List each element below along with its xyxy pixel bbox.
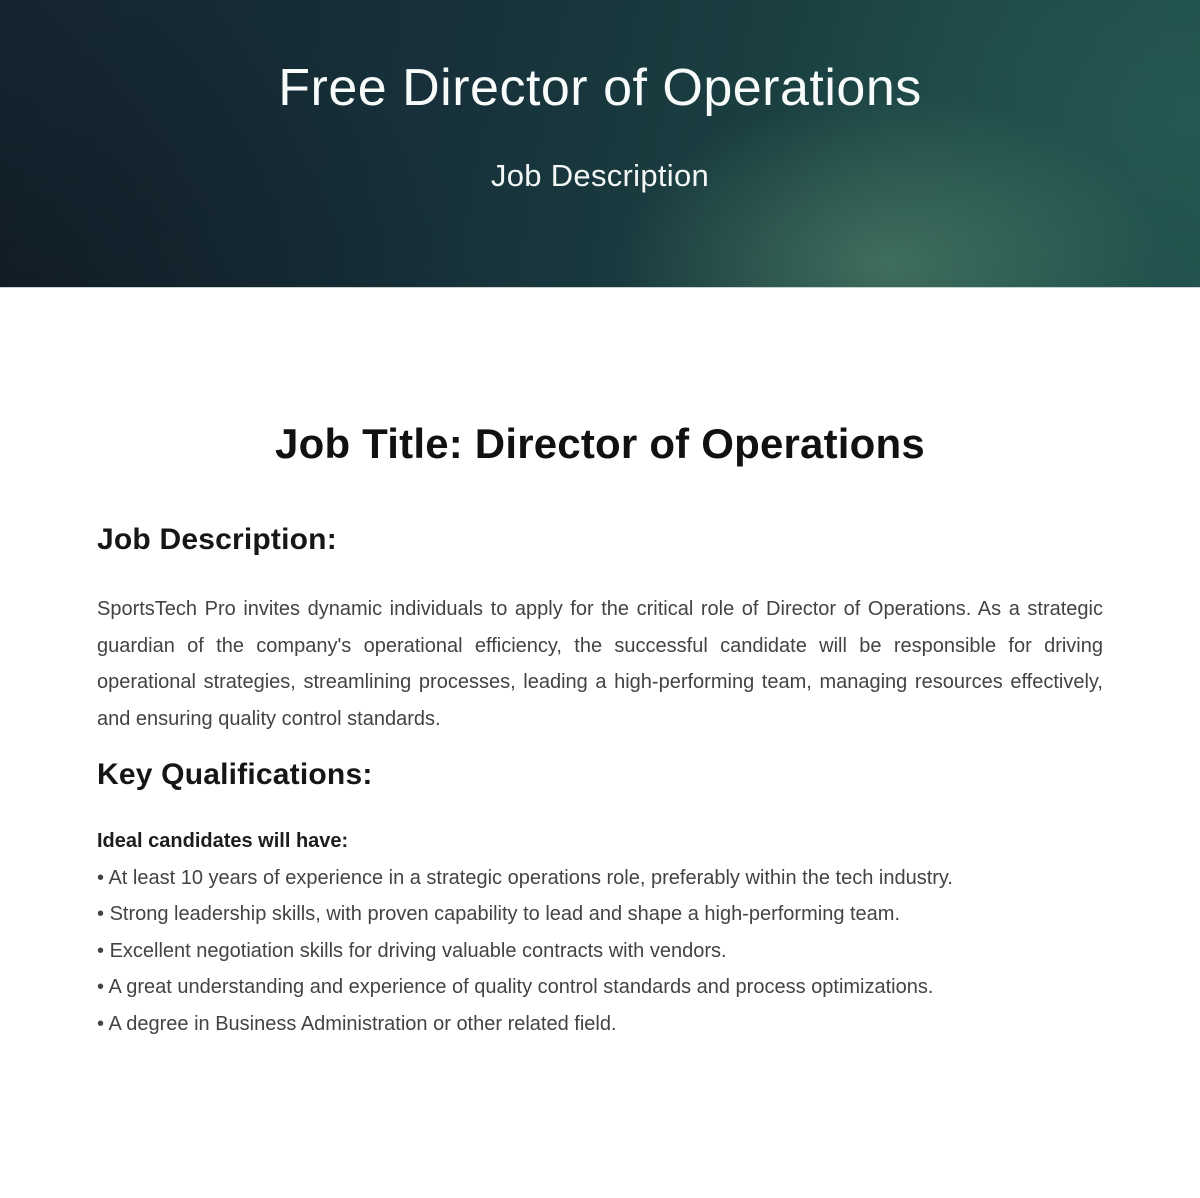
banner-title: Free Director of Operations [278,59,922,117]
bullet-icon: • [97,1012,105,1035]
bullet-icon: • [97,976,105,998]
list-item-text: A great understanding and experience of quality control standards and process optimizations. [108,976,934,998]
bullet-icon: • [97,903,105,925]
bullet-icon: • [97,939,105,962]
list-item [97,896,1103,933]
list-item-text: At least 10 years of experience in a strategic operations role, preferably within the tech industry. [108,866,953,889]
header-banner [0,0,1200,288]
list-item-text: Strong leadership skills, with proven capability to lead and shape a high-performing team. [109,903,901,925]
job-description-heading: Job Description: [97,523,337,556]
list-item [97,1006,1103,1043]
document-content [0,420,1200,1042]
banner-subtitle: Job Description [490,158,710,193]
qualifications-intro: Ideal candidates will have: [97,830,349,852]
list-item [97,969,1103,1006]
list-item [97,933,1103,970]
bullet-icon: • [97,866,105,889]
job-description-paragraph: SportsTech Pro invites dynamic individuals to apply for the critical role of Director of Operations. As a strategic guardian of the company's operational efficiency, the successful candidate will be responsible for driving operational strategies, streamlining processes, leading a high-performing team, managing resources effectively, and ensuring quality control standards. [97,598,1103,730]
key-qualifications-heading: Key Qualifications: [97,758,373,791]
job-title-heading: Job Title: Director of Operations [275,420,925,467]
list-item-text: A degree in Business Administration or other related field. [108,1012,617,1035]
list-item-text: Excellent negotiation skills for driving valuable contracts with vendors. [109,939,727,962]
list-item [97,860,1103,897]
qualifications-list [97,860,1103,1043]
